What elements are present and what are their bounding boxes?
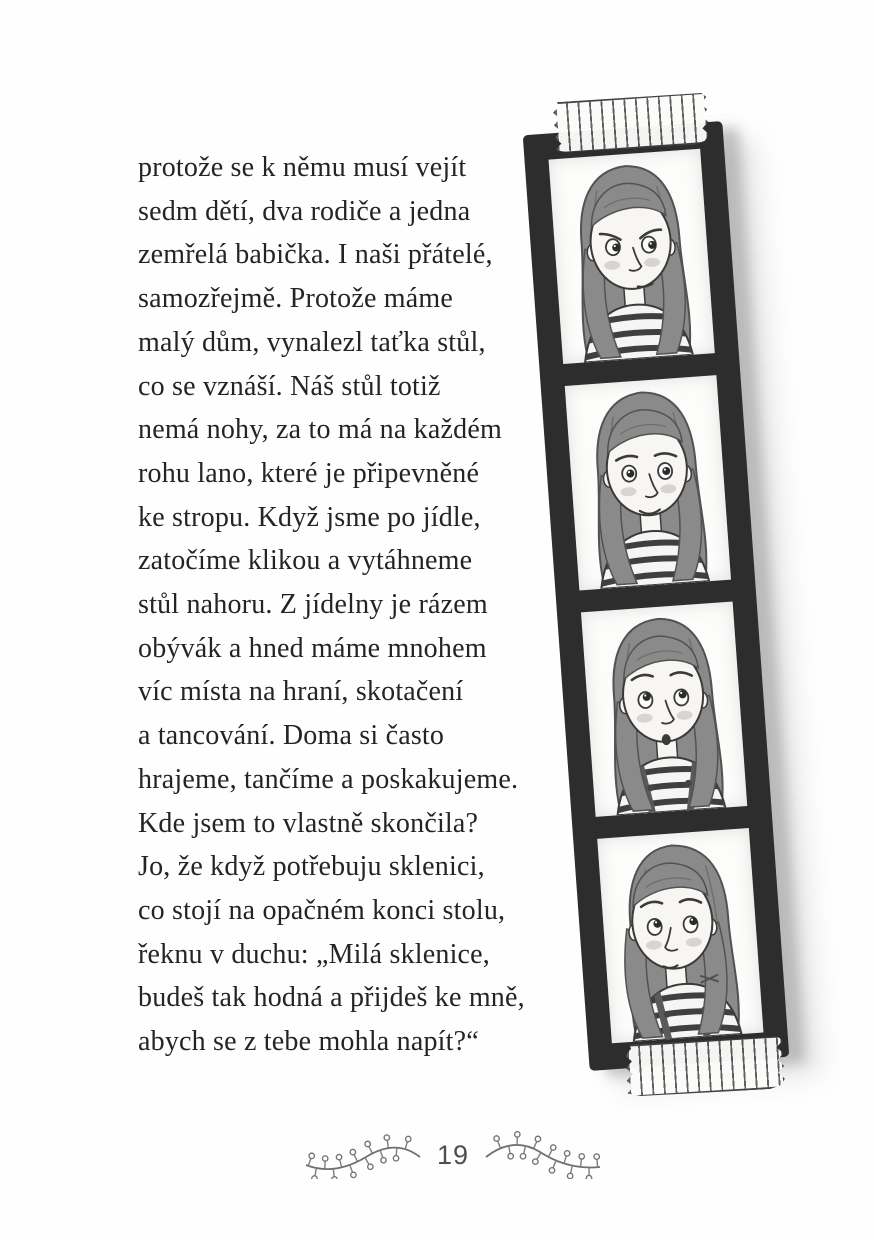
story-line: protože se k němu musí vejít — [138, 152, 467, 183]
vine-ornament-right — [482, 1131, 604, 1179]
page-footer — [302, 1127, 604, 1183]
story-line: budeš tak hodná a přijdeš ke mně, — [138, 982, 525, 1014]
story-line: samozřejmě. Protože máme — [138, 283, 454, 315]
story-line: abych se z tebe mohla napít?“ — [138, 1026, 479, 1058]
story-line: co se vznáší. Náš stůl totiž — [138, 370, 441, 402]
story-line: řeknu v duchu: „Milá sklenice, — [138, 938, 491, 970]
story-line: malý dům, vynalezl taťka stůl, — [138, 326, 486, 358]
story-line: víc místa na hraní, skotačení — [138, 676, 464, 708]
photo-frame-2 — [565, 375, 731, 590]
story-line: sedm dětí, dva rodiče a jedna — [138, 195, 471, 227]
vine-ornament-left — [302, 1131, 424, 1179]
story-line: rohu lano, které je připevněné — [138, 457, 480, 489]
story-line: nemá nohy, za to má na každém — [138, 414, 502, 446]
story-line: ke stropu. Když jsme po jídle, — [138, 501, 481, 533]
washi-tape-bottom — [625, 1035, 786, 1098]
story-line: Kde jsem to vlastně skončila? — [138, 807, 479, 839]
story-line: co stojí na opačném konci stolu, — [138, 894, 506, 926]
washi-tape-top — [552, 92, 709, 155]
story-line: stůl nahoru. Z jídelny je rázem — [138, 589, 488, 621]
story-line: zemřelá babička. I naši přátelé, — [138, 239, 493, 271]
portrait-girl-4 — [597, 828, 763, 1043]
story-line: hrajeme, tančíme a poskakujeme. — [138, 763, 519, 795]
story-text — [138, 146, 583, 1064]
story-line: a tancování. Doma si často — [138, 720, 445, 752]
portrait-girl-3 — [581, 602, 747, 817]
story-line: Jo, že když potřebuju sklenici, — [138, 851, 485, 883]
photo-frame-4 — [597, 828, 763, 1043]
story-line: obývák a hned máme mnohem — [138, 632, 487, 664]
page-number: 19 — [436, 1139, 470, 1170]
portrait-girl-2 — [565, 375, 731, 590]
photo-frame-3 — [581, 602, 747, 817]
story-line: zatočíme klikou a vytáhneme — [138, 545, 473, 577]
